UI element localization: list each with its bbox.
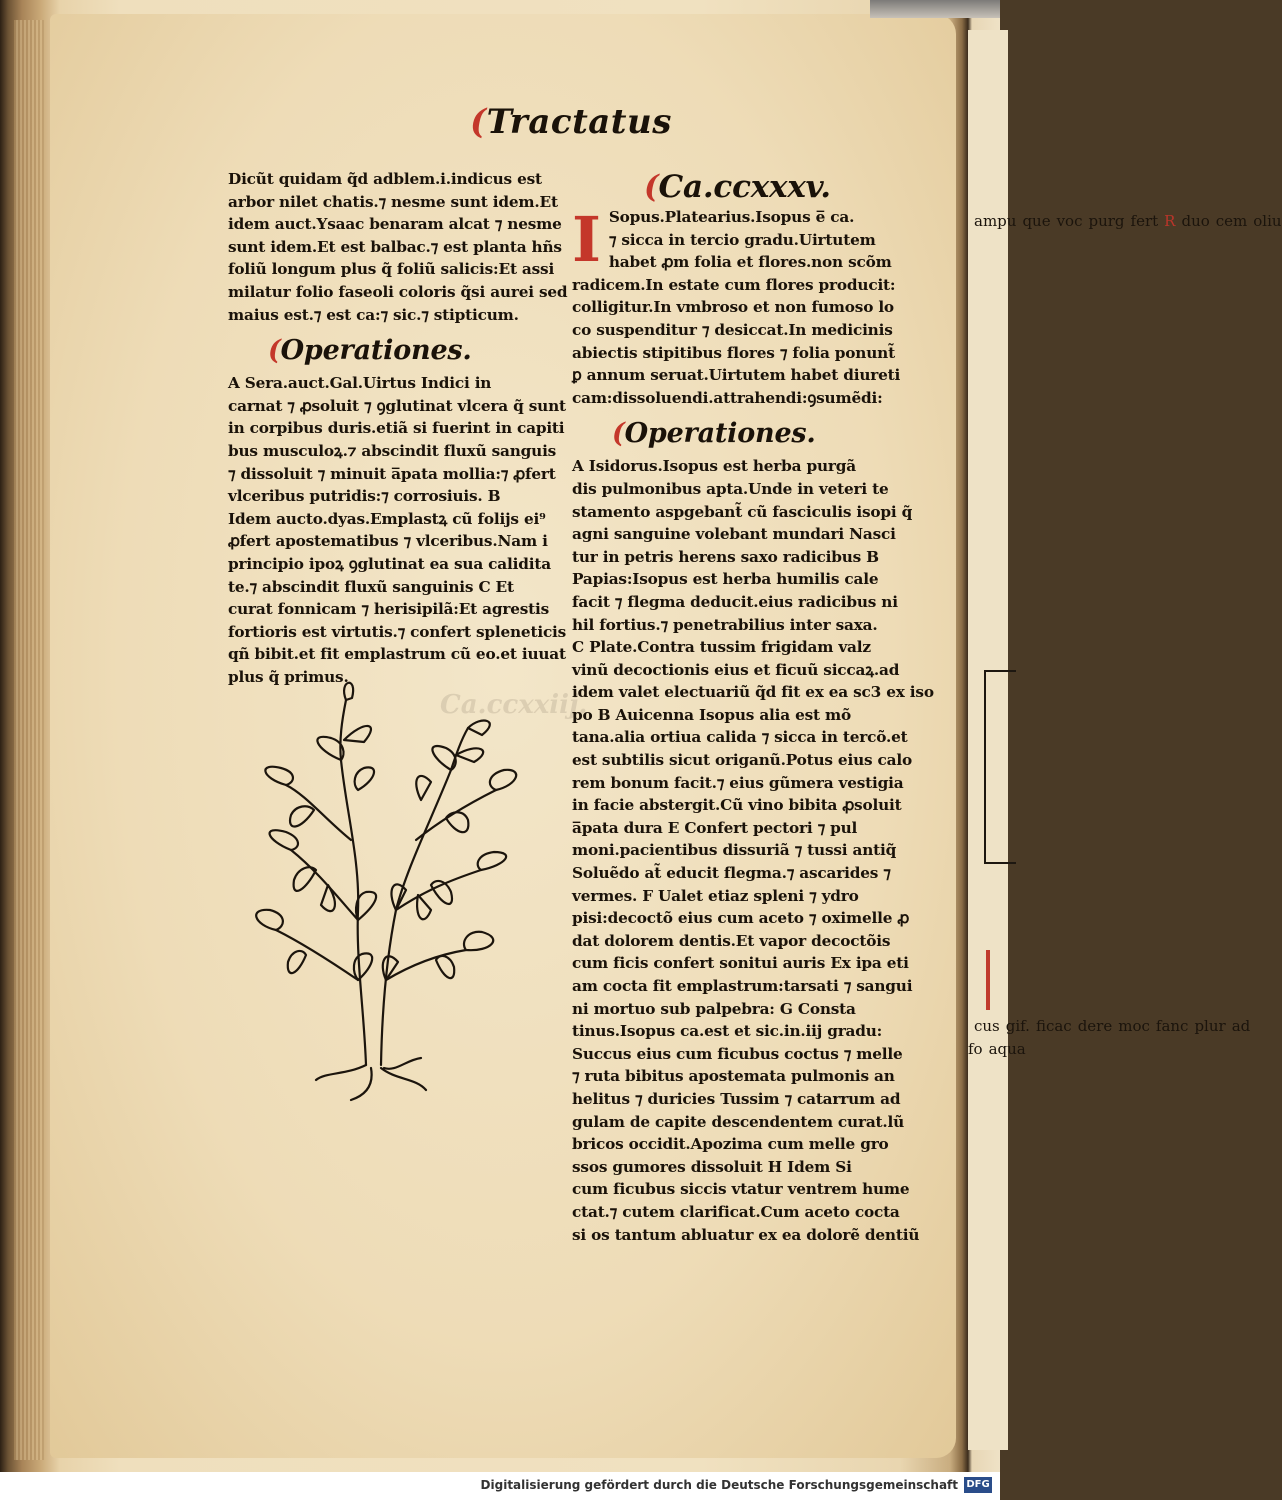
text-line: A Sera.auct.Gal.Uirtus Indici in <box>228 374 492 393</box>
show-through-chapter: Ca.ccxxiij. <box>440 690 588 720</box>
text-line: te.⁊ abscindit fluxũ sanguinis C Et <box>228 577 514 596</box>
text-line: in facie abstergit.Cũ vino bibita ꝓsoluit <box>572 796 902 815</box>
text-line: fanc <box>1155 1017 1189 1035</box>
text-line: tana.alia ortiua calida ⁊ sicca in tercõ.et <box>572 728 908 747</box>
text-line: radicem.In estate cum flores producit: <box>572 275 896 294</box>
text-line: plus q̃ primus. <box>228 667 349 686</box>
paragraph-mark-icon: ( <box>612 418 625 450</box>
text-line: dis pulmonibus apta.Unde in veteri te <box>572 479 889 498</box>
text-line: vermes. F Ualet etiaz spleni ⁊ ydro <box>572 886 859 905</box>
plant-branch <box>286 785 351 840</box>
text-line: foliũ longum plus q̃ foliũ salicis:Et assi <box>228 260 555 279</box>
adjacent-woodcut-frame <box>984 670 1016 864</box>
dfg-logo-icon: DFG <box>964 1477 992 1493</box>
text-line: duo <box>1181 212 1210 230</box>
page-edge-stack <box>14 20 44 1460</box>
text-line: ⁊ dissoluit ⁊ minuit a̅pata mollia:⁊ ꝓfert <box>228 464 556 483</box>
right-operations-heading: (Operationes. <box>612 418 816 450</box>
text-line: purg <box>1088 212 1125 230</box>
text-line: A Isidorus.Isopus est herba purgã <box>572 457 856 476</box>
text-line: ꝓfert apostematibus ⁊ vlceribus.Nam i <box>228 532 548 551</box>
text-line: vinũ decoctionis eius et ficuũ siccaꝝ.ad <box>572 660 900 679</box>
text-line: hil fortius.⁊ penetrabilius inter saxa. <box>572 615 878 634</box>
text-line: po B Auicenna Isopus alia est mõ <box>572 705 852 724</box>
text-line: gif. <box>1005 1017 1030 1035</box>
right-text-column <box>572 168 934 1246</box>
text-line: ampu <box>974 212 1017 230</box>
paragraph-mark-icon: ( <box>470 102 487 142</box>
text-line: idem valet electuariũ q̃d fit ex ea sc3 ex iso <box>572 683 934 702</box>
text-line: maius est.⁊ est ca:⁊ sic.⁊ stipticum. <box>228 305 519 324</box>
text-line: tur in petris herens saxo radicibus B <box>572 547 879 566</box>
text-line: moc <box>1118 1017 1150 1035</box>
decorated-initial: I <box>572 203 601 276</box>
text-line: am cocta fit emplastrum:tarsati ⁊ sangui <box>572 977 913 995</box>
text-line: moni.pacientibus dissuriã ⁊ tussi antiq̃ <box>572 841 897 860</box>
adjacent-page-fragment <box>968 30 1282 1450</box>
text-line: ni mortuo sub palpebra: G Consta <box>572 999 856 1018</box>
plant-leaves <box>256 683 516 980</box>
text-line: principio ipoꝝ ꝯglutinat ea sua calidita <box>228 554 551 573</box>
text-line: cam:dissoluendi.attrahendi:ꝯsumẽdi: <box>572 388 883 407</box>
text-line: carnat ⁊ ꝓsoluit ⁊ ꝯglutinat vlcera q̃ sunt <box>228 396 566 415</box>
text-line: Papias:Isopus est herba humilis cale <box>572 570 879 589</box>
text-line: si os tantum abluatur ex ea dolorẽ dentiũ <box>572 1225 920 1244</box>
text-line: a̅pata dura E Confert pectori ⁊ pul <box>572 818 858 837</box>
text-line: aqua <box>988 1040 1026 1058</box>
chapter-heading: (Ca.ccxxxv. <box>644 169 831 205</box>
scan-border-top <box>870 0 1000 18</box>
text-line: in corpibus duris.etiã si fuerint in capiti <box>228 419 565 438</box>
adjacent-rubric-mark <box>986 950 1004 1010</box>
right-operations-text <box>572 455 934 1246</box>
text-line: cus <box>974 1017 1000 1035</box>
text-line: idem auct.Ysaac benaram alcat ⁊ nesme <box>228 215 562 234</box>
left-operations-text <box>228 372 567 688</box>
text-line: est subtilis sicut origanũ.Potus eius calo <box>572 751 912 770</box>
text-line: fert <box>1130 212 1159 230</box>
plant-branch <box>396 870 481 910</box>
text-line: rem bonum facit.⁊ eius gũmera vestigia <box>572 773 904 792</box>
text-line: que <box>1022 212 1051 230</box>
plant-branch <box>416 790 496 840</box>
text-line: gulam de capite descendentem curat.lũ <box>572 1112 905 1131</box>
text-line: ꝑ annum seruat.Uirtutem habet diureti <box>572 366 901 385</box>
left-operations-heading: (Operationes. <box>268 335 472 367</box>
text-line: qñ bibit.et fit emplastrum cũ eo.et iuuat <box>228 645 566 664</box>
text-line: Dicũt quidam q̃d adblem.i.indicus est <box>228 170 542 188</box>
text-line: cum ficis confert sonitui auris Ex ipa eti <box>572 954 909 973</box>
footer-bar <box>0 1472 1000 1500</box>
adjacent-text-top <box>968 210 1282 233</box>
text-line: curat fonnicam ⁊ herisipilã:Et agrestis <box>228 600 550 619</box>
adjacent-text-bottom <box>968 1015 1250 1061</box>
text-line: tinus.Isopus ca.est et sic.in.iij gradu: <box>572 1022 883 1041</box>
text-line: pisi:decoctõ eius cum aceto ⁊ oximelle ꝓ <box>572 909 910 928</box>
running-header <box>470 102 672 142</box>
text-line: cem <box>1215 212 1248 230</box>
text-line: C Plate.Contra tussim frigidam valz <box>572 638 871 657</box>
text-line: milatur folio faseoli coloris q̃si aurei sed <box>228 282 568 301</box>
paragraph-mark-icon: ( <box>644 169 659 205</box>
text-line: cum ficubus siccis vtatur ventrem hume <box>572 1180 910 1199</box>
text-line: dere <box>1077 1017 1113 1035</box>
plant-stem <box>381 728 468 1065</box>
paragraph-mark-icon: ( <box>268 335 281 367</box>
text-line: helitus ⁊ duricies Tussim ⁊ catarrum ad <box>572 1089 901 1108</box>
text-line: voc <box>1056 212 1083 230</box>
header-title: Tractatus <box>486 102 672 142</box>
text-line: sunt idem.Et est balbac.⁊ est planta hñs <box>228 237 562 256</box>
text-line: vlceribus putridis:⁊ corrosiuis. B <box>228 487 501 506</box>
text-line: stamento aspgebant̃ cũ fasciculis isopi q̃ <box>572 502 913 521</box>
text-line: R <box>1164 212 1176 230</box>
plant-root <box>316 1058 426 1100</box>
text-line: ficac <box>1035 1017 1072 1035</box>
text-line: arbor nilet chatis.⁊ nesme sunt idem.Et <box>228 192 558 211</box>
text-line: ⁊ ruta bibitus apostemata pulmonis an <box>572 1067 895 1086</box>
text-line: oliu <box>1253 212 1282 230</box>
text-line: dat dolorem dentis.Et vapor decoctõis <box>572 931 891 950</box>
text-line: plur <box>1194 1017 1226 1035</box>
text-line: Soluẽdo at̃ educit flegma.⁊ ascarides ⁊ <box>572 864 891 883</box>
text-line: ad fo <box>968 1017 1251 1058</box>
right-intro-text <box>572 203 902 409</box>
text-line: co suspenditur ⁊ desiccat.In medicinis <box>572 320 893 339</box>
text-line: fortioris est virtutis.⁊ confert spleneticis <box>228 622 567 641</box>
text-line: bricos occidit.Apozima cum melle gro <box>572 1135 889 1154</box>
text-line: bus musculoꝝ.⁊ abscindit fluxũ sanguis <box>228 441 557 460</box>
text-line: abiectis stipitibus flores ⁊ folia ponunt̃ <box>572 343 895 362</box>
text-line: Sopus.Platearius.Isopus e̅ ca. <box>608 208 855 226</box>
text-line: Idem aucto.dyas.Emplastꝝ cũ folijs ei⁹ <box>228 509 546 528</box>
woodcut-plant-illustration <box>246 680 522 1100</box>
text-line: ctat.⁊ cutem clarificat.Cum aceto cocta <box>572 1202 900 1221</box>
text-line: colligitur.In vmbroso et non fumoso lo <box>572 298 894 317</box>
text-line: ssos gumores dissoluit H Idem Si <box>572 1157 852 1176</box>
left-text-column <box>228 168 568 688</box>
text-line: Succus eius cum ficubus coctus ⁊ melle <box>572 1044 903 1063</box>
text-line: ⁊ sicca in tercio gradu.Uirtutem <box>608 230 876 249</box>
left-intro-text <box>228 168 568 326</box>
funding-credit: Digitalisierung gefördert durch die Deutsche Forschungsgemeinschaft <box>480 1478 958 1492</box>
text-line: habet ꝓm folia et flores.non scõm <box>608 253 892 272</box>
text-line: agni sanguine volebant mundari Nasci <box>572 525 896 544</box>
text-line: facit ⁊ flegma deducit.eius radicibus ni <box>572 592 898 611</box>
